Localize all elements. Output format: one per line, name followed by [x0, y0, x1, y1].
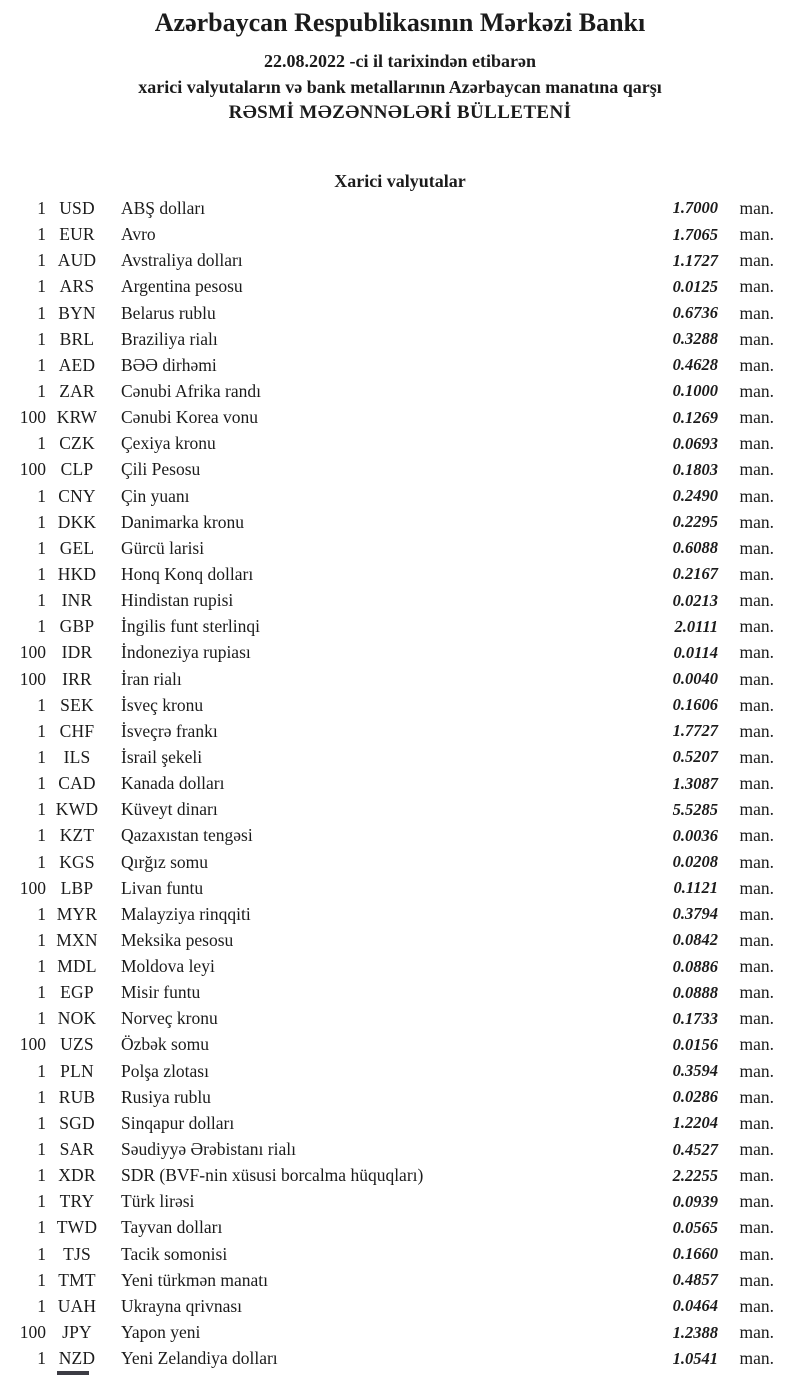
- rate-row: [0, 823, 800, 849]
- rate-value: 0.0286: [672, 1087, 718, 1107]
- rate-currency-code: IRR: [62, 668, 92, 689]
- rate-value: 0.0036: [672, 825, 718, 845]
- rate-currency-name: Çin yuanı: [121, 485, 190, 506]
- rate-row: [0, 1267, 800, 1293]
- rate-currency-name: Tacik somonisi: [121, 1243, 228, 1264]
- rate-row: [0, 1320, 800, 1346]
- rate-quantity: 100: [19, 642, 46, 663]
- rate-currency-code: KZT: [59, 825, 95, 846]
- rate-unit-label: man.: [739, 694, 774, 715]
- rate-quantity: 1: [37, 694, 46, 715]
- rate-value: 5.5285: [672, 799, 718, 819]
- rate-row: [0, 1032, 800, 1058]
- rate-row: [0, 1241, 800, 1267]
- rate-value: 0.0040: [672, 669, 718, 689]
- rate-unit-label: man.: [739, 1348, 774, 1369]
- rate-quantity: 1: [37, 1008, 46, 1029]
- rate-row: [0, 901, 800, 927]
- rate-row: [0, 536, 800, 562]
- rate-value: 0.1606: [672, 695, 718, 715]
- rate-value: 0.0886: [672, 956, 718, 976]
- rate-currency-name: Hindistan rupisi: [121, 590, 234, 611]
- rate-unit-label: man.: [739, 328, 774, 349]
- rate-value: 0.1803: [672, 459, 718, 479]
- rate-value: 0.6088: [672, 538, 718, 558]
- rate-value: 0.2295: [672, 512, 718, 532]
- rate-unit-label: man.: [739, 956, 774, 977]
- rate-unit-label: man.: [739, 224, 774, 245]
- rate-row: [0, 405, 800, 431]
- rate-unit-label: man.: [739, 380, 774, 401]
- rate-currency-code: TMT: [58, 1269, 96, 1290]
- rate-currency-name: Moldova leyi: [121, 956, 215, 977]
- rate-value: 2.2255: [672, 1165, 718, 1185]
- rate-unit-label: man.: [739, 1165, 774, 1186]
- rate-quantity: 1: [37, 1112, 46, 1133]
- rate-quantity: 1: [37, 720, 46, 741]
- rate-row: [0, 353, 800, 379]
- rate-currency-code: AED: [58, 354, 96, 375]
- rate-quantity: 1: [37, 276, 46, 297]
- rate-unit-label: man.: [739, 459, 774, 480]
- rate-row: [0, 431, 800, 457]
- rate-row: [0, 274, 800, 300]
- rate-unit-label: man.: [739, 1112, 774, 1133]
- rate-unit-label: man.: [739, 668, 774, 689]
- rate-row: [0, 1163, 800, 1189]
- rate-unit-label: man.: [739, 929, 774, 950]
- rate-currency-name: İngilis funt sterlinqi: [121, 616, 261, 637]
- clipped-next-row-fragment: [57, 1371, 89, 1375]
- rate-value: 0.0939: [672, 1191, 718, 1211]
- rate-currency-code: MDL: [57, 956, 97, 977]
- rate-unit-label: man.: [739, 1243, 774, 1264]
- rate-row: [0, 875, 800, 901]
- rate-quantity: 1: [37, 590, 46, 611]
- rate-currency-name: Ukrayna qrivnası: [121, 1295, 243, 1316]
- rate-currency-code: SGD: [59, 1112, 95, 1133]
- rate-currency-name: Qazaxıstan tengəsi: [121, 825, 253, 846]
- rate-unit-label: man.: [739, 1295, 774, 1316]
- rate-unit-label: man.: [739, 799, 774, 820]
- rate-row: [0, 718, 800, 744]
- rate-currency-name: Honq Konq dolları: [121, 563, 254, 584]
- rate-quantity: 1: [37, 328, 46, 349]
- rate-value: 0.4628: [672, 355, 718, 375]
- rate-quantity: 1: [37, 380, 46, 401]
- rate-unit-label: man.: [739, 1034, 774, 1055]
- rate-unit-label: man.: [739, 1269, 774, 1290]
- rate-row: [0, 326, 800, 352]
- rate-value: 0.3794: [672, 904, 718, 924]
- rate-quantity: 1: [37, 1295, 46, 1316]
- rate-row: [0, 509, 800, 535]
- rate-quantity: 1: [37, 1243, 46, 1264]
- rate-currency-code: EGP: [60, 982, 94, 1003]
- rate-currency-name: Avstraliya dolları: [121, 250, 243, 271]
- rate-row: [0, 1294, 800, 1320]
- rate-row: [0, 797, 800, 823]
- rate-value: 0.3288: [672, 329, 718, 349]
- rate-row: [0, 248, 800, 274]
- rate-quantity: 100: [19, 877, 46, 898]
- rate-currency-code: DKK: [57, 511, 97, 532]
- rate-currency-name: Cənubi Afrika randı: [121, 380, 261, 401]
- rate-currency-code: CNY: [58, 485, 96, 506]
- rate-row: [0, 588, 800, 614]
- rate-currency-code: AUD: [57, 250, 97, 271]
- rates-table-body: [0, 196, 800, 1372]
- rate-value: 0.3594: [672, 1061, 718, 1081]
- rate-unit-label: man.: [739, 407, 774, 428]
- rate-value: 0.1269: [672, 407, 718, 427]
- rate-currency-code: TWD: [56, 1217, 98, 1238]
- rate-currency-code: NZD: [58, 1348, 96, 1369]
- rate-currency-code: LBP: [60, 877, 94, 898]
- rate-currency-code: ILS: [63, 746, 91, 767]
- rate-value: 0.0114: [673, 642, 718, 662]
- rate-currency-name: İran rialı: [121, 668, 182, 689]
- rate-currency-name: Rusiya rublu: [121, 1086, 211, 1107]
- rate-unit-label: man.: [739, 1139, 774, 1160]
- rate-row: [0, 1084, 800, 1110]
- rate-value: 1.7065: [672, 224, 718, 244]
- rate-value: 1.2388: [672, 1322, 718, 1342]
- rate-quantity: 1: [37, 1217, 46, 1238]
- rate-currency-code: TJS: [63, 1243, 91, 1264]
- rate-currency-code: BRL: [59, 328, 95, 349]
- bulletin-header: [0, 0, 800, 127]
- rate-unit-label: man.: [739, 1008, 774, 1029]
- rate-currency-name: Sinqapur dolları: [121, 1112, 235, 1133]
- rate-row: [0, 1346, 800, 1372]
- rate-quantity: 1: [37, 354, 46, 375]
- rate-currency-code: XDR: [58, 1165, 96, 1186]
- rate-currency-name: Yeni Zelandiya dolları: [121, 1348, 278, 1369]
- rate-currency-code: UAH: [57, 1295, 97, 1316]
- rate-value: 0.0213: [672, 590, 718, 610]
- rate-row: [0, 1006, 800, 1032]
- rate-value: 0.0888: [672, 982, 718, 1002]
- rate-row: [0, 1058, 800, 1084]
- rate-currency-code: USD: [59, 197, 95, 218]
- rate-quantity: 1: [37, 1348, 46, 1369]
- rate-quantity: 1: [37, 1060, 46, 1081]
- rate-currency-code: KGS: [59, 851, 95, 872]
- rate-currency-code: INR: [61, 590, 93, 611]
- rate-value: 1.7727: [672, 721, 718, 741]
- effective-date-line: 22.08.2022 -ci il tarixindən etibarən: [264, 50, 536, 71]
- rate-currency-code: GEL: [59, 537, 95, 558]
- rate-unit-label: man.: [739, 1322, 774, 1343]
- rate-currency-name: Səudiyyə Ərəbistanı rialı: [121, 1139, 296, 1160]
- rate-quantity: 1: [37, 825, 46, 846]
- rate-unit-label: man.: [739, 354, 774, 375]
- rate-currency-name: Norveç kronu: [121, 1008, 218, 1029]
- rate-row: [0, 1215, 800, 1241]
- rate-value: 1.2204: [672, 1113, 718, 1133]
- rate-currency-code: KWD: [55, 799, 99, 820]
- rate-currency-name: İsveçrə frankı: [121, 720, 218, 741]
- rate-quantity: 1: [37, 563, 46, 584]
- rate-quantity: 100: [19, 407, 46, 428]
- rate-currency-code: IDR: [61, 642, 93, 663]
- rate-currency-code: CZK: [59, 433, 95, 454]
- bank-title: Azərbaycan Respublikasının Mərkəzi Bankı: [154, 8, 646, 37]
- rate-row: [0, 954, 800, 980]
- rate-unit-label: man.: [739, 1191, 774, 1212]
- rate-currency-name: İndoneziya rupiası: [121, 642, 251, 663]
- rate-quantity: 1: [37, 433, 46, 454]
- rate-currency-name: Livan funtu: [121, 877, 204, 898]
- rate-currency-name: BƏƏ dirhəmi: [121, 354, 217, 375]
- rate-value: 0.1733: [672, 1008, 718, 1028]
- rate-unit-label: man.: [739, 720, 774, 741]
- rate-currency-name: Yapon yeni: [121, 1322, 201, 1343]
- rate-quantity: 1: [37, 773, 46, 794]
- rate-currency-name: Çili Pesosu: [121, 459, 201, 480]
- rate-currency-name: Braziliya rialı: [121, 328, 218, 349]
- rate-value: 0.1000: [672, 381, 718, 401]
- rate-currency-code: PLN: [60, 1060, 94, 1081]
- rate-currency-name: Küveyt dinarı: [121, 799, 218, 820]
- rate-quantity: 1: [37, 537, 46, 558]
- rate-row: [0, 928, 800, 954]
- rate-quantity: 1: [37, 302, 46, 323]
- rate-currency-name: Yeni türkmən manatı: [121, 1269, 268, 1290]
- rate-value: 0.1121: [673, 878, 718, 898]
- rate-row: [0, 222, 800, 248]
- rate-quantity: 1: [37, 929, 46, 950]
- rate-currency-name: Meksika pesosu: [121, 929, 234, 950]
- rate-currency-name: İsveç kronu: [121, 694, 204, 715]
- rate-currency-name: Cənubi Korea vonu: [121, 407, 259, 428]
- rate-quantity: 1: [37, 746, 46, 767]
- rate-row: [0, 849, 800, 875]
- rate-unit-label: man.: [739, 302, 774, 323]
- rate-row: [0, 640, 800, 666]
- rate-unit-label: man.: [739, 197, 774, 218]
- rate-quantity: 100: [19, 1034, 46, 1055]
- rate-quantity: 1: [37, 485, 46, 506]
- rate-currency-name: ABŞ dolları: [121, 197, 206, 218]
- rate-currency-code: MXN: [56, 929, 98, 950]
- rate-currency-name: Belarus rublu: [121, 302, 216, 323]
- rate-quantity: 1: [37, 903, 46, 924]
- rate-currency-name: Avro: [121, 224, 156, 245]
- rate-value: 1.1727: [672, 250, 718, 270]
- rate-quantity: 1: [37, 1269, 46, 1290]
- rate-quantity: 1: [37, 616, 46, 637]
- rate-currency-name: Malayziya rinqqiti: [121, 903, 251, 924]
- rate-unit-label: man.: [739, 1217, 774, 1238]
- section-title-foreign-currencies: Xarici valyutalar: [334, 170, 466, 191]
- rate-quantity: 1: [37, 851, 46, 872]
- rate-unit-label: man.: [739, 746, 774, 767]
- rate-currency-name: İsrail şekeli: [121, 746, 203, 767]
- rate-value: 1.3087: [672, 773, 718, 793]
- rate-row: [0, 980, 800, 1006]
- rate-unit-label: man.: [739, 642, 774, 663]
- rate-unit-label: man.: [739, 773, 774, 794]
- rate-value: 1.0541: [672, 1348, 718, 1368]
- rate-currency-code: EUR: [59, 224, 95, 245]
- rate-currency-code: CAD: [58, 773, 96, 794]
- rate-row: [0, 483, 800, 509]
- rate-currency-code: ZAR: [59, 380, 95, 401]
- rate-currency-code: SAR: [59, 1139, 95, 1160]
- rate-currency-code: UZS: [60, 1034, 94, 1055]
- rate-value: 0.0208: [672, 852, 718, 871]
- rate-row: [0, 379, 800, 405]
- subject-line: xarici valyutaların və bank metallarının Azərbaycan manatına qarşı: [138, 76, 662, 97]
- rate-value: 0.2167: [672, 564, 718, 584]
- rate-quantity: 100: [19, 459, 46, 480]
- rate-row: [0, 745, 800, 771]
- rate-quantity: 1: [37, 1165, 46, 1186]
- rate-currency-name: Türk lirəsi: [121, 1191, 195, 1212]
- rate-currency-code: KRW: [56, 407, 98, 428]
- rate-unit-label: man.: [739, 982, 774, 1003]
- rate-currency-name: Özbək somu: [121, 1034, 209, 1055]
- rate-quantity: 1: [37, 197, 46, 218]
- rate-currency-name: Kanada dolları: [121, 773, 225, 794]
- rate-value: 0.0565: [672, 1217, 718, 1237]
- rate-value: 1.7000: [672, 198, 718, 218]
- rate-currency-name: Çexiya kronu: [121, 433, 216, 454]
- rate-row: [0, 614, 800, 640]
- rate-currency-name: Gürcü larisi: [121, 537, 205, 558]
- rate-quantity: 1: [37, 224, 46, 245]
- rate-currency-code: TRY: [59, 1191, 95, 1212]
- rate-unit-label: man.: [739, 616, 774, 637]
- rate-unit-label: man.: [739, 433, 774, 454]
- rate-unit-label: man.: [739, 485, 774, 506]
- rate-quantity: 1: [37, 799, 46, 820]
- rate-quantity: 100: [19, 668, 46, 689]
- rate-unit-label: man.: [739, 537, 774, 558]
- rate-unit-label: man.: [739, 563, 774, 584]
- rate-quantity: 1: [37, 1086, 46, 1107]
- rate-unit-label: man.: [739, 276, 774, 297]
- rate-currency-code: JPY: [62, 1322, 92, 1343]
- rate-currency-name: Danimarka kronu: [121, 511, 244, 532]
- rate-currency-name: Tayvan dolları: [121, 1217, 223, 1238]
- rate-value: 0.2490: [672, 486, 718, 506]
- rate-currency-code: NOK: [57, 1008, 97, 1029]
- rate-value: 2.0111: [674, 616, 718, 636]
- rate-row: [0, 692, 800, 718]
- rate-unit-label: man.: [739, 250, 774, 271]
- rate-quantity: 1: [37, 1191, 46, 1212]
- rate-value: 0.0464: [672, 1296, 718, 1316]
- rate-quantity: 1: [37, 511, 46, 532]
- rate-row: [0, 196, 800, 222]
- rate-value: 0.0842: [672, 930, 718, 950]
- rate-value: 0.0693: [672, 433, 718, 453]
- rate-unit-label: man.: [739, 511, 774, 532]
- rate-unit-label: man.: [739, 1060, 774, 1081]
- rate-unit-label: man.: [739, 1086, 774, 1107]
- rate-currency-code: HKD: [57, 563, 97, 584]
- rate-value: 0.1660: [672, 1244, 718, 1264]
- rate-currency-code: ARS: [59, 276, 95, 297]
- bulletin-title-line: RƏSMİ MƏZƏNNƏLƏRİ BÜLLETENİ: [228, 102, 572, 124]
- rate-currency-code: RUB: [58, 1086, 96, 1107]
- rate-unit-label: man.: [739, 851, 774, 872]
- rate-currency-name: Misir funtu: [121, 982, 201, 1003]
- rate-row: [0, 1137, 800, 1163]
- rate-quantity: 1: [37, 1139, 46, 1160]
- rate-row: [0, 457, 800, 483]
- rate-row: [0, 300, 800, 326]
- rate-unit-label: man.: [739, 877, 774, 898]
- rate-currency-name: Polşa zlotası: [121, 1060, 209, 1081]
- rate-row: [0, 562, 800, 588]
- rate-unit-label: man.: [739, 590, 774, 611]
- rate-row: [0, 1189, 800, 1215]
- rate-value: 0.4857: [672, 1270, 718, 1290]
- rate-quantity: 1: [37, 982, 46, 1003]
- rate-unit-label: man.: [739, 825, 774, 846]
- rate-row: [0, 666, 800, 692]
- rate-currency-code: CHF: [59, 720, 95, 741]
- rate-value: 0.6736: [672, 303, 718, 323]
- rate-currency-code: SEK: [60, 694, 94, 715]
- rate-currency-code: BYN: [58, 302, 96, 323]
- rate-value: 0.0125: [672, 276, 718, 296]
- rate-row: [0, 1111, 800, 1137]
- rate-currency-code: CLP: [60, 459, 94, 480]
- rate-value: 0.5207: [672, 747, 718, 767]
- rate-quantity: 100: [19, 1322, 46, 1343]
- rate-unit-label: man.: [739, 903, 774, 924]
- rate-currency-code: MYR: [56, 903, 98, 924]
- rate-quantity: 1: [37, 956, 46, 977]
- rate-row: [0, 771, 800, 797]
- rate-quantity: 1: [37, 250, 46, 271]
- rate-value: 0.4527: [672, 1139, 718, 1159]
- rate-currency-name: SDR (BVF-nin xüsusi borcalma hüquqları): [121, 1165, 424, 1186]
- rate-currency-code: GBP: [59, 616, 95, 637]
- rate-currency-name: Argentina pesosu: [121, 276, 243, 297]
- rate-value: 0.0156: [672, 1034, 718, 1054]
- rate-currency-name: Qırğız somu: [121, 851, 209, 872]
